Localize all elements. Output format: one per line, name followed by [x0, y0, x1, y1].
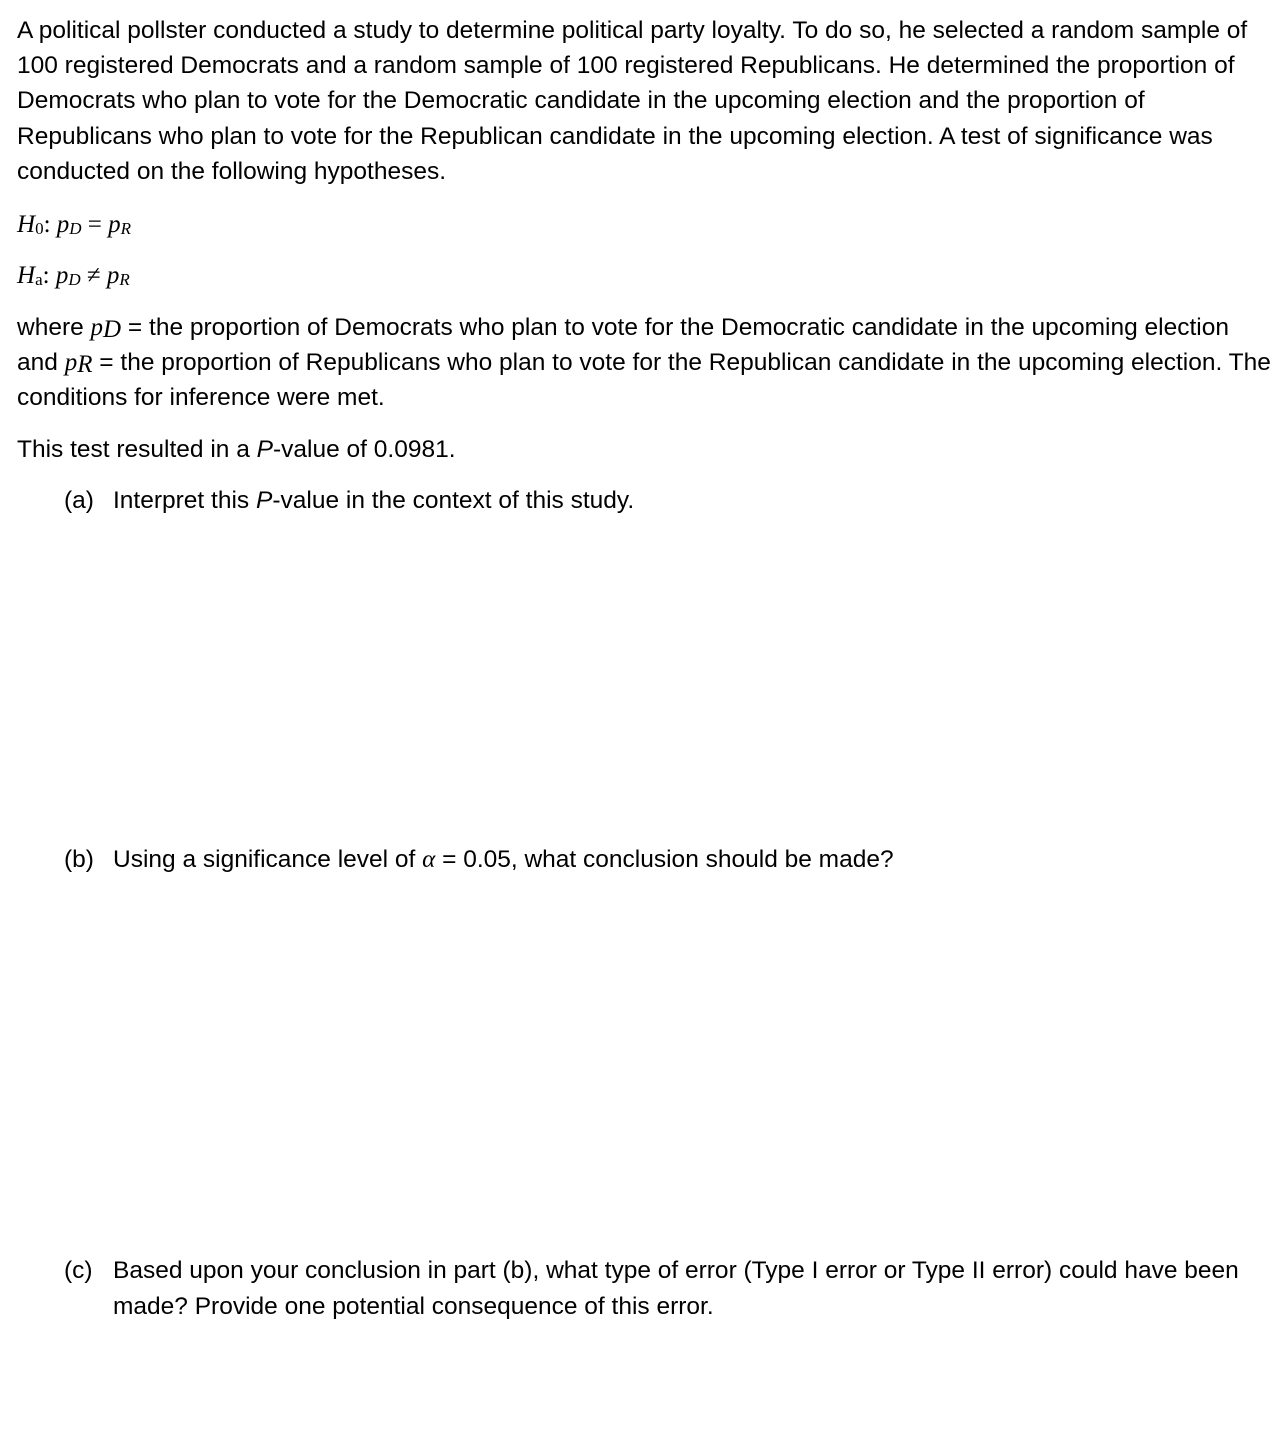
question-b: [64, 842, 1264, 878]
h-symbol: H: [17, 262, 36, 289]
r-subscript: R: [120, 219, 132, 238]
intro-paragraph: A political pollster conducted a study to determine political party loyalty. To do so, he selected a random sample of 100 registered Democrats and a random sample of 100 registered Republicans. He determined the proportion of Democrats who plan to vote for the Democratic candidate in the upcoming election and the proportion of Republicans who plan to vote for the Republican candidate in the upcoming election. A test of significance was conducted on the following hypotheses.: [17, 17, 1248, 185]
question-a-text: [113, 483, 1264, 519]
null-hypothesis: [17, 210, 131, 242]
colon: :: [42, 262, 50, 289]
question-a-before: Interpret this: [113, 487, 250, 514]
pvalue-sentence: [17, 432, 1271, 467]
equals-sign: =: [87, 211, 102, 238]
question-c-label: (c): [64, 1257, 93, 1284]
question-b-before: Using a significance level of: [113, 846, 416, 873]
colon: :: [43, 211, 51, 238]
r-subscript: R: [119, 270, 130, 289]
p-symbol: p: [56, 211, 70, 238]
not-equal-sign: ≠: [86, 262, 101, 289]
p-symbol: p: [108, 211, 121, 238]
pvalue-after: -value of 0.0981.: [273, 436, 456, 463]
question-b-label: (b): [64, 846, 94, 873]
pvalue-before: This test resulted in a: [17, 436, 250, 463]
where-word: where: [17, 314, 84, 341]
p-symbol: p: [90, 314, 104, 341]
question-a: [64, 483, 1264, 519]
alternative-hypothesis: [17, 261, 130, 293]
p-italic: P: [256, 487, 273, 514]
question-c: [64, 1253, 1264, 1325]
question-b-after: = 0.05, what conclusion should be made?: [442, 846, 894, 873]
null-subscript: 0: [35, 219, 44, 238]
r-subscript: R: [77, 351, 93, 379]
d-subscript: D: [68, 270, 81, 289]
alpha-symbol: α: [422, 846, 436, 873]
definition-pr: = the proportion of Republicans who plan to vote for the Republican candidate in the upcoming election. The conditions for inference were met.: [17, 349, 1271, 412]
p-symbol: p: [106, 262, 120, 289]
alt-subscript: a: [35, 270, 43, 289]
definition-pd: = the proportion of Democrats who plan to vote for the Democratic candidate in the upcoming election and: [17, 314, 1229, 377]
p-italic: P: [256, 436, 274, 463]
question-c-text: Based upon your conclusion in part (b), what type of error (Type I error or Type II error) could have been made? Provide one potential consequence of this error.: [113, 1257, 1239, 1320]
h-symbol: H: [17, 211, 36, 238]
definitions-paragraph: [17, 310, 1271, 416]
d-subscript: D: [69, 219, 82, 238]
question-a-after: -value in the context of this study.: [272, 487, 635, 514]
question-b-text: [113, 842, 1264, 878]
p-symbol: p: [64, 349, 78, 377]
p-symbol: p: [55, 262, 69, 289]
question-a-label: (a): [64, 487, 94, 514]
d-subscript: D: [103, 316, 122, 343]
